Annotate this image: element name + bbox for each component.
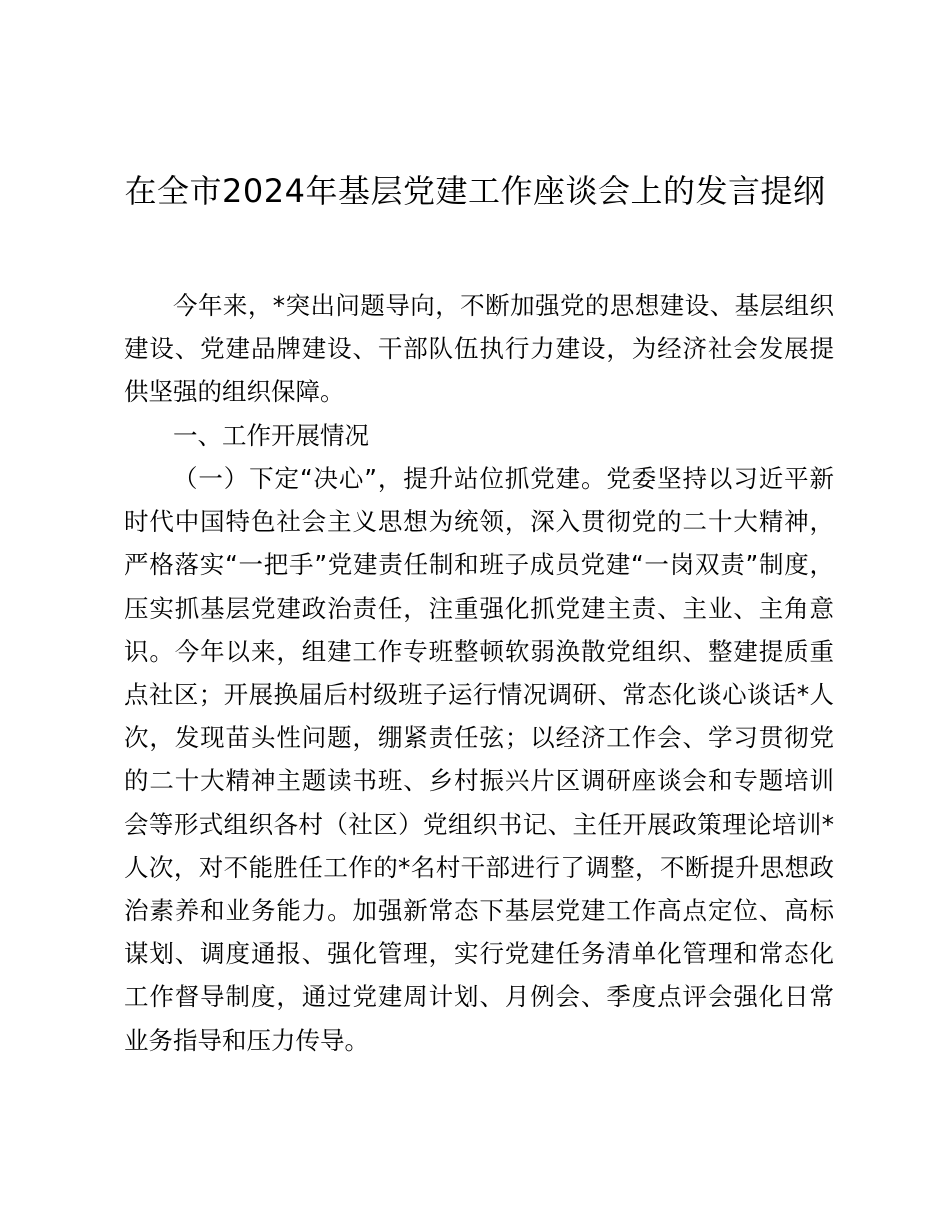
document-title: 在全市2024年基层党建工作座谈会上的发言提纲 — [124, 172, 826, 210]
intro-paragraph: 今年来，*突出问题导向，不断加强党的思想建设、基层组织建设、党建品牌建设、干部队伍执行力建设，为经济社会发展提供坚强的组织保障。 — [124, 291, 834, 407]
section-heading: 一、工作开展情况 — [173, 421, 369, 450]
subsection-paragraph: （一）下定“决心”，提升站位抓党建。党委坚持以习近平新时代中国特色社会主义思想为统领，深入贯彻党的二十大精神，严格落实“一把手”党建责任制和班子成员党建“一岗双责”制度，压实抓基层党建政治责任，注重强化抓党建主责、主业、主角意识。今年以来，组建工作专班整顿软弱涣散党组织、整建提质重点社区；开展换届后村级班子运行情况调研、常态化谈心谈话*人次，发现苗头性问题，绷紧责任弦；以经济工作会、学习贯彻党的二十大精神主题读书班、乡村振兴片区调研座谈会和专题培训会等形式组织各村（社区）党组织书记、主任开展政策理论培训*人次，对不能胜任工作的*名村干部进行了调整，不断提升思想政治素养和业务能力。加强新常态下基层党建工作高点定位、高标谋划、调度通报、强化管理，实行党建任务清单化管理和常态化工作督导制度，通过党建周计划、月例会、季度点评会强化日常业务指导和压力传导。 — [124, 464, 834, 1055]
